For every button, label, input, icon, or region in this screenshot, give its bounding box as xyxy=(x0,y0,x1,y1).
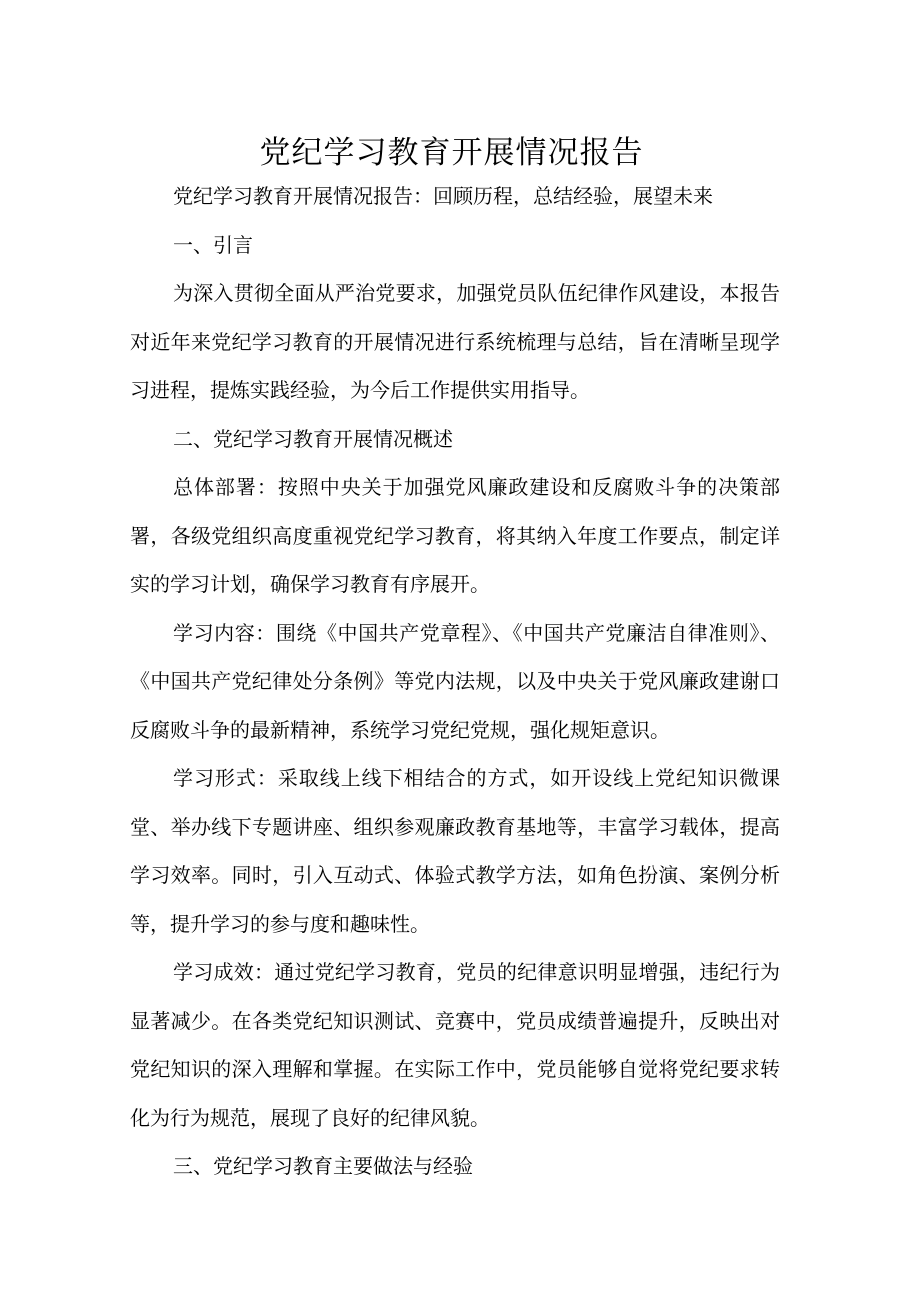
introduction-paragraph: 为深入贯彻全面从严治党要求，加强党员队伍纪律作风建设，本报告对近年来党纪学习教育的开展情况进行系统梳理与总结，旨在清晰呈现学习进程，提炼实践经验，为今后工作提供实用指导。 xyxy=(130,281,780,402)
document-body xyxy=(130,172,780,1191)
study-content-paragraph: 学习内容：围绕《中国共产党章程》、《中国共产党廉洁自律准则》、《中国共产党纪律处分条例》等党内法规，以及中央关于党风廉政建谢口反腐败斗争的最新精神，系统学习党纪党规，强化规矩意识。 xyxy=(130,620,780,742)
study-format-paragraph: 学习形式：采取线上线下相结合的方式，如开设线上党纪知识微课堂、举办线下专题讲座、组织参观廉政教育基地等，丰富学习载体，提高学习效率。同时，引入互动式、体验式教学方法，如角色扮演、案例分析等，提升学习的参与度和趣味性。 xyxy=(130,766,780,936)
overall-deployment-paragraph: 总体部署：按照中央关于加强党风廉政建设和反腐败斗争的决策部署，各级党组织高度重视党纪学习教育，将其纳入年度工作要点，制定详实的学习计划，确保学习教育有序展开。 xyxy=(130,475,780,596)
document-title: 党纪学习教育开展情况报告 xyxy=(259,134,644,171)
section-heading-practices: 三、党纪学习教育主要做法与经验 xyxy=(173,1154,473,1178)
section-heading-overview: 二、党纪学习教育开展情况概述 xyxy=(173,426,453,451)
study-results-paragraph: 学习成效：通过党纪学习教育，党员的纪律意识明显增强，违纪行为显著减少。在各类党纪知识测试、竞赛中，党员成绩普遍提升，反映出对党纪知识的深入理解和掌握。在实际工作中，党员能够自觉将党纪要求转化为行为规范，展现了良好的纪律风貌。 xyxy=(130,960,780,1130)
section-heading-introduction: 一、引言 xyxy=(173,232,253,257)
subtitle-paragraph: 党纪学习教育开展情况报告：回顾历程，总结经验，展望未来 xyxy=(173,184,713,208)
